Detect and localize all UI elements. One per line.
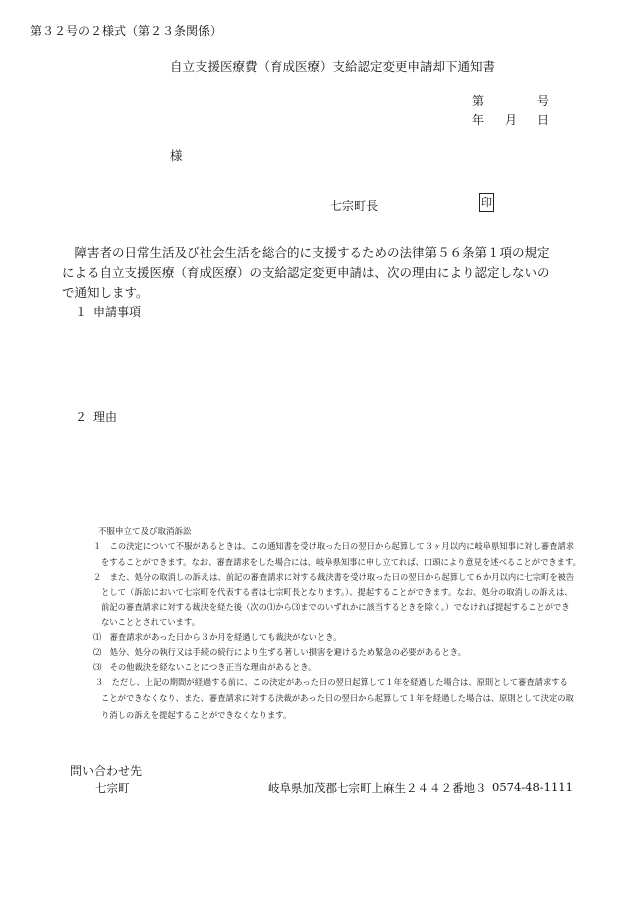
notice-title: 不服申立て及び取消訴訟 [98,527,192,537]
date-day-label: 日 [537,113,550,127]
document-title: 自立支援医療費（育成医療）支給認定変更申請却下通知書 [170,59,496,74]
notice-line: １ この決定について不服があるときは、この通知書を受け取った日の翌日から起算して３ヶ月以内に岐阜県知事に対し審査請求 [93,541,575,551]
notice-line: ⑴ 審査請求があった日から３か月を経過しても裁決がないとき。 [93,632,342,642]
contact-phone: 0574-48-1111 [492,780,573,794]
form-id: 第３２号の２様式（第２３条関係） [30,24,223,38]
notice-line: ⑶ その他裁決を経ないことにつき正当な理由があるとき。 [93,662,317,672]
number-prefix: 第 [472,94,485,108]
issuer-name: 七宗町長 [330,199,379,213]
number-suffix: 号 [537,94,550,108]
notice-line: ないこととされています。 [101,617,200,627]
section-1-number: １ [75,305,88,319]
notice-line: ⑵ 処分、処分の執行又は手続の続行により生ずる著しい損害を避けるため緊急の必要があるとき。 [93,647,467,657]
notice-line: り消しの訴えを提起することができなくなります。 [101,710,292,720]
notice-line: ３ ただし、上記の期間が経過する前に、この決定があった日の翌日起算して１年を経過した場合は、原則として審査請求する [95,677,568,687]
notice-line: ことができなくなり、また、審査請求に対する決裁があった日の翌日から起算して１年を経過した場合は、原則として決定の取 [101,693,574,703]
date-month-label: 月 [505,113,518,127]
contact-address: 岐阜県加茂郡七宗町上麻生２４４２番地３ [268,781,487,795]
seal-mark: 印 [479,193,494,212]
contact-name: 七宗町 [95,781,130,795]
addressee-suffix: 様 [170,148,183,163]
contact-heading: 問い合わせ先 [70,764,143,778]
body-text: 障害者の日常生活及び社会生活を総合的に支援するための法律第５６条第１項の規定による自立支援医療（育成医療）の支給認定変更申請は、次の理由により認定しないので通知します。 [62,245,550,300]
section-2-number: ２ [75,410,88,424]
section-1-label: 申請事項 [93,305,142,319]
date-year-label: 年 [472,113,485,127]
notice-line: 前記の審査請求に対する裁決を経た後（次の⑴から⑶までのいずれかに該当するときを除く。）でなければ提起することができ [101,602,570,612]
notice-line: として（訴訟において七宗町を代表する者は七宗町長となります。）、提起することができます。なお、処分の取消しの訴えは、 [101,587,573,597]
section-2-label: 理由 [93,410,118,424]
notice-line: をすることができます。なお、審査請求をした場合には、岐阜県知事に申し立てれば、口頭により意見を述べることができます。 [101,557,581,567]
notice-line: ２ また、処分の取消しの訴えは、前記の審査請求に対する裁決書を受け取った日の翌日から起算して６か月以内に七宗町を被告 [93,572,575,582]
